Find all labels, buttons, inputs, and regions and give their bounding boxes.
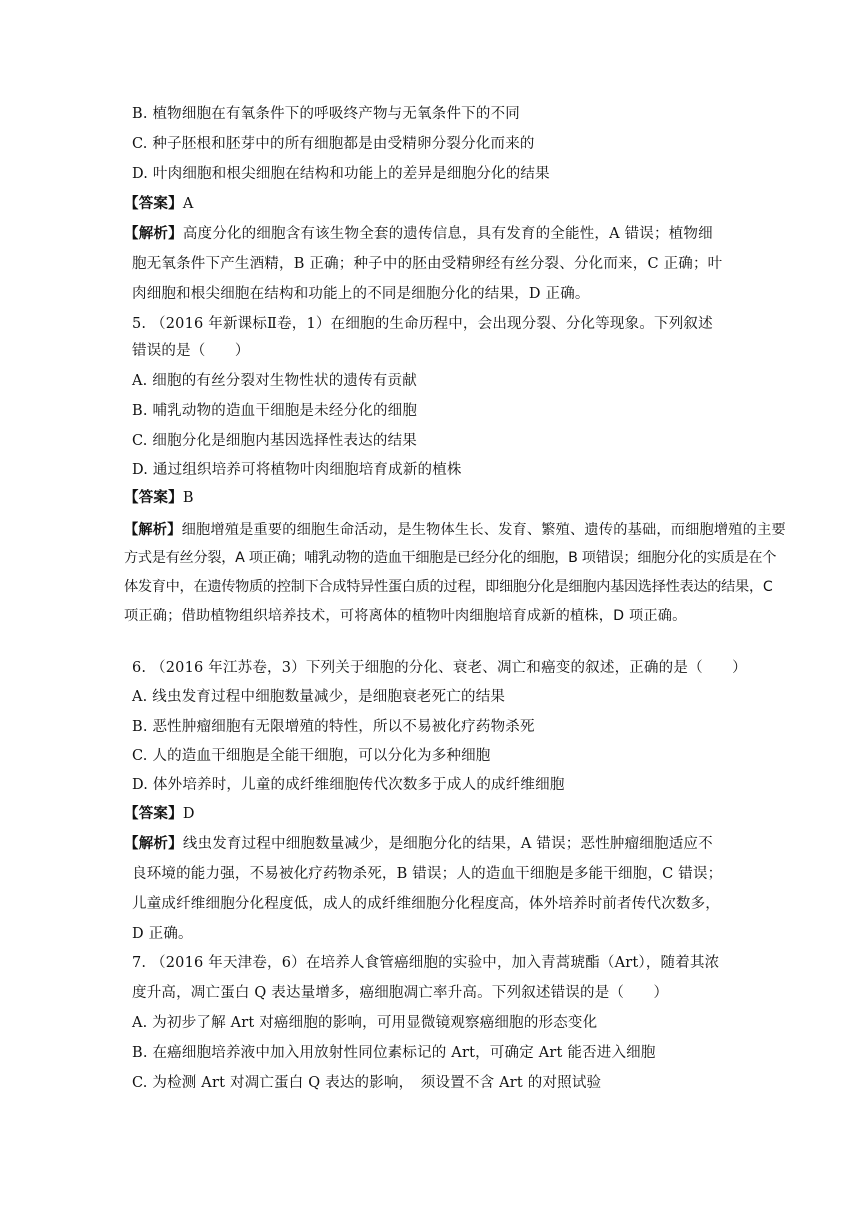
q7-option-c: C. 为检测 Art 对凋亡蛋白 Q 表达的影响， 须设置不含 Art 的对照试验 [132,1075,602,1091]
q5-option-b: B. 哺乳动物的造血干细胞是未经分化的细胞 [132,403,418,419]
answer-value: D [182,806,195,822]
q7-option-b: B. 在癌细胞培养液中加入用放射性同位素标记的 Art，可确定 Art 能否进入细胞 [132,1045,656,1061]
answer-value: A [182,196,194,212]
q5-option-c: C. 细胞分化是细胞内基因选择性表达的结果 [132,433,417,449]
q6-option-b: B. 恶性肿瘤细胞有无限增殖的特性，所以不易被化疗药物杀死 [132,719,535,735]
q4-analysis-line-2: 胞无氧条件下产生酒精，B 正确；种子中的胚由受精卵经有丝分裂、分化而来，C 正确；叶 [132,256,723,272]
q6-analysis-line-3: 儿童成纤维细胞分化程度低，成人的成纤维细胞分化程度高，体外培养时前者传代次数多， [132,896,720,912]
q5-option-d: D. 通过组织培养可将植物叶肉细胞培育成新的植株 [132,462,462,478]
q4-option-d: D. 叶肉细胞和根尖细胞在结构和功能上的差异是细胞分化的结果 [132,166,550,182]
q6-stem-line-1: 6. （2016 年江苏卷，3）下列关于细胞的分化、衰老、凋亡和癌变的叙述，正确的是（ ） [132,660,747,676]
answer-value: B [182,490,194,506]
q5-stem-line-2: 错误的是（ ） [132,343,250,359]
q6-analysis-line-4: D 正确。 [132,926,193,942]
q4-analysis-line-3: 肉细胞和根尖细胞在结构和功能上的不同是细胞分化的结果，D 正确。 [132,286,590,302]
q5-answer [124,488,194,508]
q4-option-c: C. 种子胚根和胚芽中的所有细胞都是由受精卵分裂分化而来的 [132,136,535,152]
q7-stem-line-1: 7. （2016 年天津卷，6）在培养人食管癌细胞的实验中，加入青蒿琥酯（Art），随着其浓 [132,955,720,971]
q4-answer [124,194,193,214]
q6-analysis-line-1 [124,834,713,854]
analysis-label: 【解析】 [124,836,183,852]
answer-label: 【答案】 [124,806,183,822]
q5-analysis-line-3: 体发育中，在遗传物质的控制下合成特异性蛋白质的过程，即细胞分化是细胞内基因选择性表达的结果，C [124,579,773,595]
q7-option-a: A. 为初步了解 Art 对癌细胞的影响，可用显微镜观察癌细胞的形态变化 [132,1015,598,1031]
q6-option-d: D. 体外培养时，儿童的成纤维细胞传代次数多于成人的成纤维细胞 [132,777,565,793]
q5-analysis-line-1 [124,520,786,540]
q6-analysis-line-2: 良环境的能力强，不易被化疗药物杀死，B 错误；人的造血干细胞是多能干细胞，C 错误； [132,866,723,882]
q5-analysis-line-4: 项正确；借助植物组织培养技术，可将离体的植物叶肉细胞培育成新的植株，D 项正确。 [124,608,687,624]
q6-answer [124,804,195,824]
q5-analysis-line-2: 方式是有丝分裂，A 项正确；哺乳动物的造血干细胞是已经分化的细胞，B 项错误；细胞分化的实质是在个 [124,550,777,566]
q5-option-a: A. 细胞的有丝分裂对生物性状的遗传有贡献 [132,373,417,389]
analysis-label: 【解析】 [124,226,183,242]
q4-option-b: B. 植物细胞在有氧条件下的呼吸终产物与无氧条件下的不同 [132,106,520,122]
q4-analysis-line-1 [124,224,713,244]
q6-option-a: A. 线虫发育过程中细胞数量减少，是细胞衰老死亡的结果 [132,689,506,705]
analysis-text: 线虫发育过程中细胞数量减少，是细胞分化的结果，A 错误；恶性肿瘤细胞适应不 [182,836,713,852]
q7-stem-line-2: 度升高，凋亡蛋白 Q 表达量增多，癌细胞凋亡率升高。下列叙述错误的是（ ） [132,985,669,1001]
answer-label: 【答案】 [124,196,183,212]
analysis-text: 高度分化的细胞含有该生物全套的遗传信息，具有发育的全能性，A 错误；植物细 [182,226,713,242]
answer-label: 【答案】 [124,490,183,506]
q6-option-c: C. 人的造血干细胞是全能干细胞，可以分化为多种细胞 [132,748,491,764]
q5-stem-line-1: 5. （2016 年新课标Ⅱ卷，1）在细胞的生命历程中，会出现分裂、分化等现象。下列叙述 [132,316,713,332]
analysis-label: 【解析】 [124,522,182,538]
analysis-text: 细胞增殖是重要的细胞生命活动，是生物体生长、发育、繁殖、遗传的基础，而细胞增殖的主要 [181,522,786,538]
